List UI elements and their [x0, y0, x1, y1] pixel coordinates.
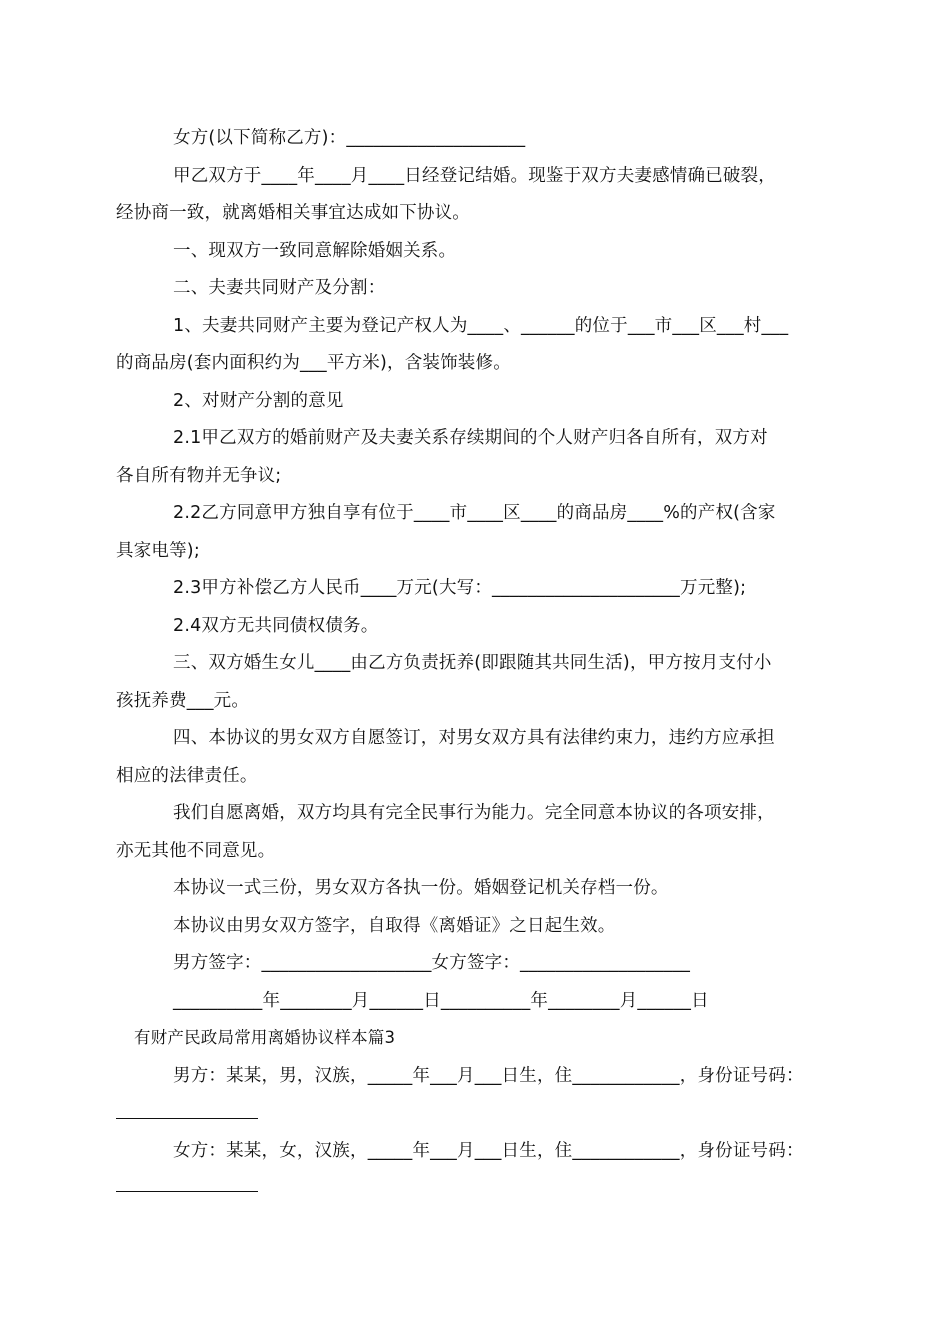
signature-line: 男方签字：___________________女方签字：___________________ [173, 953, 691, 973]
female-party-info: 女方：某某，女，汉族，_____年___月___日生，住____________，身份证号码： [173, 1141, 804, 1161]
effective-statement: 本协议由男女双方签字，自取得《离婚证》之日起生效。 [173, 916, 616, 936]
party-b-line: 女方(以下简称乙方)：____________________ [173, 128, 526, 148]
clause-4-line-2: 相应的法律责任。 [116, 766, 258, 786]
marriage-statement-line-2: 经协商一致，就离婚相关事宜达成如下协议。 [116, 203, 470, 223]
clause-2-2-line-2: 具家电等); [116, 541, 200, 561]
clause-2-heading: 二、夫妻共同财产及分割： [173, 278, 386, 298]
clause-2-1-line-2: 各自所有物并无争议; [116, 466, 282, 486]
clause-3-line-1: 三、双方婚生女儿____由乙方负责抚养(即跟随其共同生活)，甲方按月支付小 [173, 653, 772, 673]
voluntary-statement-line-1: 我们自愿离婚，双方均具有完全民事行为能力。完全同意本协议的各项安排， [173, 803, 775, 823]
female-id-blank [116, 1191, 258, 1192]
clause-2-1-line-1: 2.1甲乙双方的婚前财产及夫妻关系存续期间的个人财产归各自所有，双方对 [173, 428, 768, 448]
clause-1-dissolution: 一、现双方一致同意解除婚姻关系。 [173, 241, 457, 261]
voluntary-statement-line-2: 亦无其他不同意见。 [116, 841, 276, 861]
marriage-statement-line-1: 甲乙双方于____年____月____日经登记结婚。现鉴于双方夫妻感情确已破裂， [173, 166, 776, 186]
clause-3-line-2: 孩抚养费___元。 [116, 691, 250, 711]
clause-2-2-line-1: 2.2乙方同意甲方独自享有位于____市____区____的商品房____%的产权(含家 [173, 503, 776, 523]
male-id-blank [116, 1118, 258, 1119]
male-party-info: 男方：某某，男，汉族，_____年___月___日生，住____________，身份证号码： [173, 1066, 804, 1086]
property-opinion-heading: 2、对财产分割的意见 [173, 391, 344, 411]
clause-2-3: 2.3甲方补偿乙方人民币____万元(大写：_____________________万元整); [173, 578, 747, 598]
clause-2-4: 2.4双方无共同债权债务。 [173, 616, 379, 636]
date-line: __________年________月______日__________年________月______日 [173, 991, 709, 1011]
copies-statement: 本协议一式三份，男女双方各执一份。婚姻登记机关存档一份。 [173, 878, 669, 898]
property-clause-line-1: 1、夫妻共同财产主要为登记产权人为____、______的位于___市___区___村___ [173, 316, 789, 336]
clause-4-line-1: 四、本协议的男女双方自愿签订，对男女双方具有法律约束力，违约方应承担 [173, 728, 775, 748]
property-clause-line-2: 的商品房(套内面积约为___平方米)，含装饰装修。 [116, 353, 511, 373]
section-title: 有财产民政局常用离婚协议样本篇3 [134, 1028, 396, 1047]
